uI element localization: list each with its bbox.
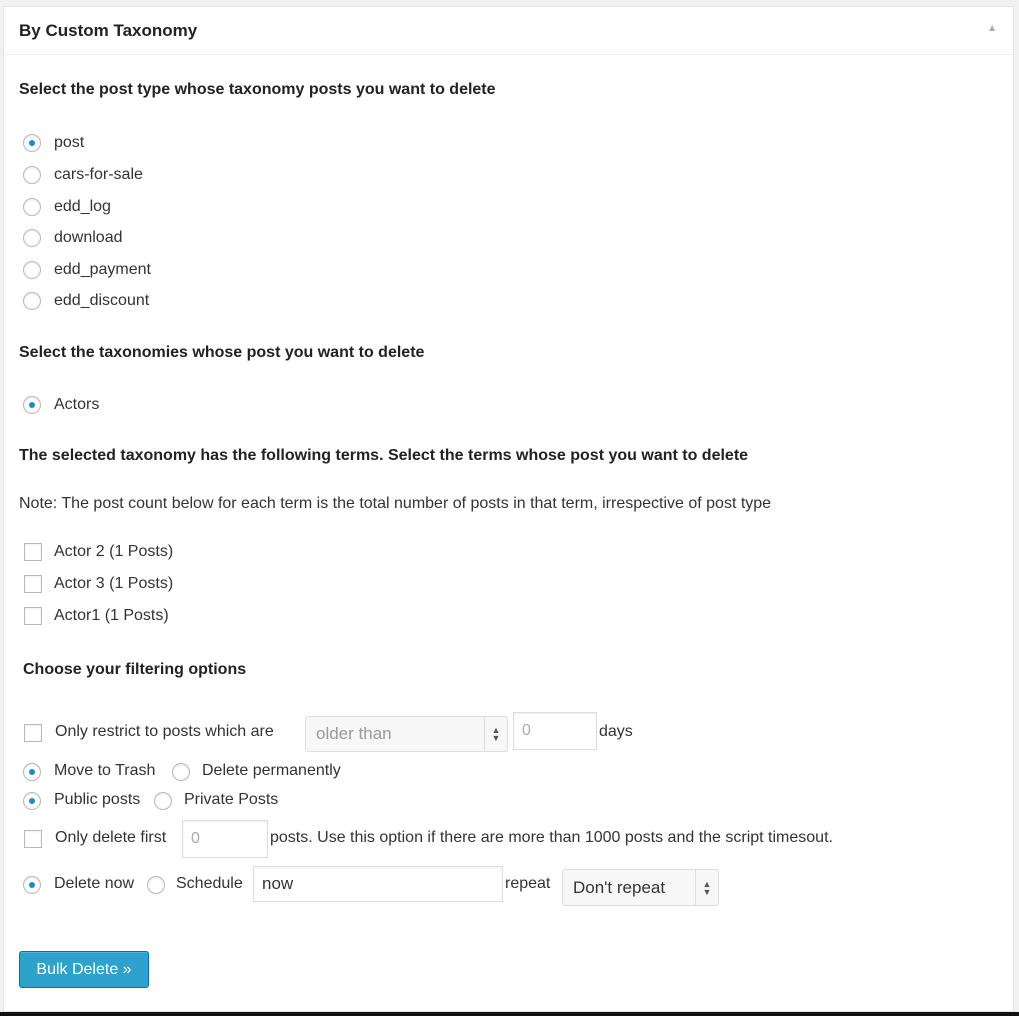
age-operator-select[interactable]	[305, 716, 508, 752]
days-input[interactable]	[513, 712, 597, 750]
radio-label: edd_discount	[54, 292, 150, 309]
taxonomy-heading: Select the taxonomies whose post you want to delete	[19, 344, 425, 361]
days-placeholder: 0	[522, 722, 531, 739]
public-posts-label: Public posts	[54, 791, 141, 808]
checkbox-label: Actor 2 (1 Posts)	[54, 543, 174, 560]
checkbox[interactable]	[24, 575, 42, 593]
limit-suffix: posts. Use this option if there are more than 1000 posts and the script timesout.	[270, 829, 833, 846]
post-type-heading: Select the post type whose taxonomy posts you want to delete	[19, 81, 496, 98]
terms-heading: The selected taxonomy has the following terms. Select the terms whose post you want to delete	[19, 447, 749, 464]
delete-now-label: Delete now	[54, 875, 135, 892]
repeat-label: repeat	[505, 875, 551, 892]
schedule-time-value: now	[262, 874, 294, 893]
delete-permanently-radio[interactable]	[172, 763, 190, 781]
limit-checkbox[interactable]	[24, 830, 42, 848]
radio-label: edd_payment	[54, 261, 151, 278]
custom-taxonomy-panel	[3, 6, 1014, 1012]
terms-note: Note: The post count below for each term is the total number of posts in that term, irrespective of post type	[19, 495, 772, 512]
radio[interactable]	[23, 261, 41, 279]
collapse-arrow-icon[interactable]: ▲	[987, 23, 997, 34]
limit-input[interactable]	[182, 820, 268, 858]
move-to-trash-radio[interactable]	[23, 763, 41, 781]
restrict-label: Only restrict to posts which are	[55, 723, 274, 740]
days-label: days	[599, 723, 633, 740]
schedule-radio[interactable]	[147, 876, 165, 894]
limit-label: Only delete first	[55, 829, 167, 846]
restrict-checkbox[interactable]	[24, 724, 42, 742]
checkbox[interactable]	[24, 607, 42, 625]
bottom-edge	[0, 1012, 1019, 1016]
panel-title: By Custom Taxonomy	[19, 21, 198, 40]
move-to-trash-label: Move to Trash	[54, 762, 156, 779]
radio[interactable]	[23, 396, 41, 414]
radio[interactable]	[23, 229, 41, 247]
checkbox-label: Actor1 (1 Posts)	[54, 607, 169, 624]
select-arrows-icon: ▲ ▼	[695, 870, 718, 905]
select-value: Don't repeat	[573, 877, 666, 897]
radio[interactable]	[23, 198, 41, 216]
radio-label: Actors	[54, 396, 100, 413]
private-posts-label: Private Posts	[184, 791, 279, 808]
radio-label: cars-for-sale	[54, 166, 143, 183]
radio-label: edd_log	[54, 198, 111, 215]
delete-now-radio[interactable]	[23, 876, 41, 894]
radio-label: post	[54, 134, 85, 151]
select-arrows-icon: ▲ ▼	[484, 717, 507, 751]
checkbox-label: Actor 3 (1 Posts)	[54, 575, 174, 592]
checkbox[interactable]	[24, 543, 42, 561]
radio[interactable]	[23, 134, 41, 152]
repeat-select[interactable]	[562, 869, 719, 906]
panel-header[interactable]	[4, 7, 1013, 55]
schedule-time-input[interactable]	[253, 866, 503, 902]
schedule-label: Schedule	[176, 875, 243, 892]
filter-heading: Choose your filtering options	[23, 661, 247, 678]
radio-label: download	[54, 229, 123, 246]
limit-placeholder: 0	[191, 830, 200, 847]
delete-permanently-label: Delete permanently	[202, 762, 341, 779]
private-posts-radio[interactable]	[154, 792, 172, 810]
public-posts-radio[interactable]	[23, 792, 41, 810]
radio[interactable]	[23, 166, 41, 184]
bulk-delete-button[interactable]: Bulk Delete »	[19, 951, 149, 988]
select-value: older than	[316, 724, 392, 743]
radio[interactable]	[23, 292, 41, 310]
